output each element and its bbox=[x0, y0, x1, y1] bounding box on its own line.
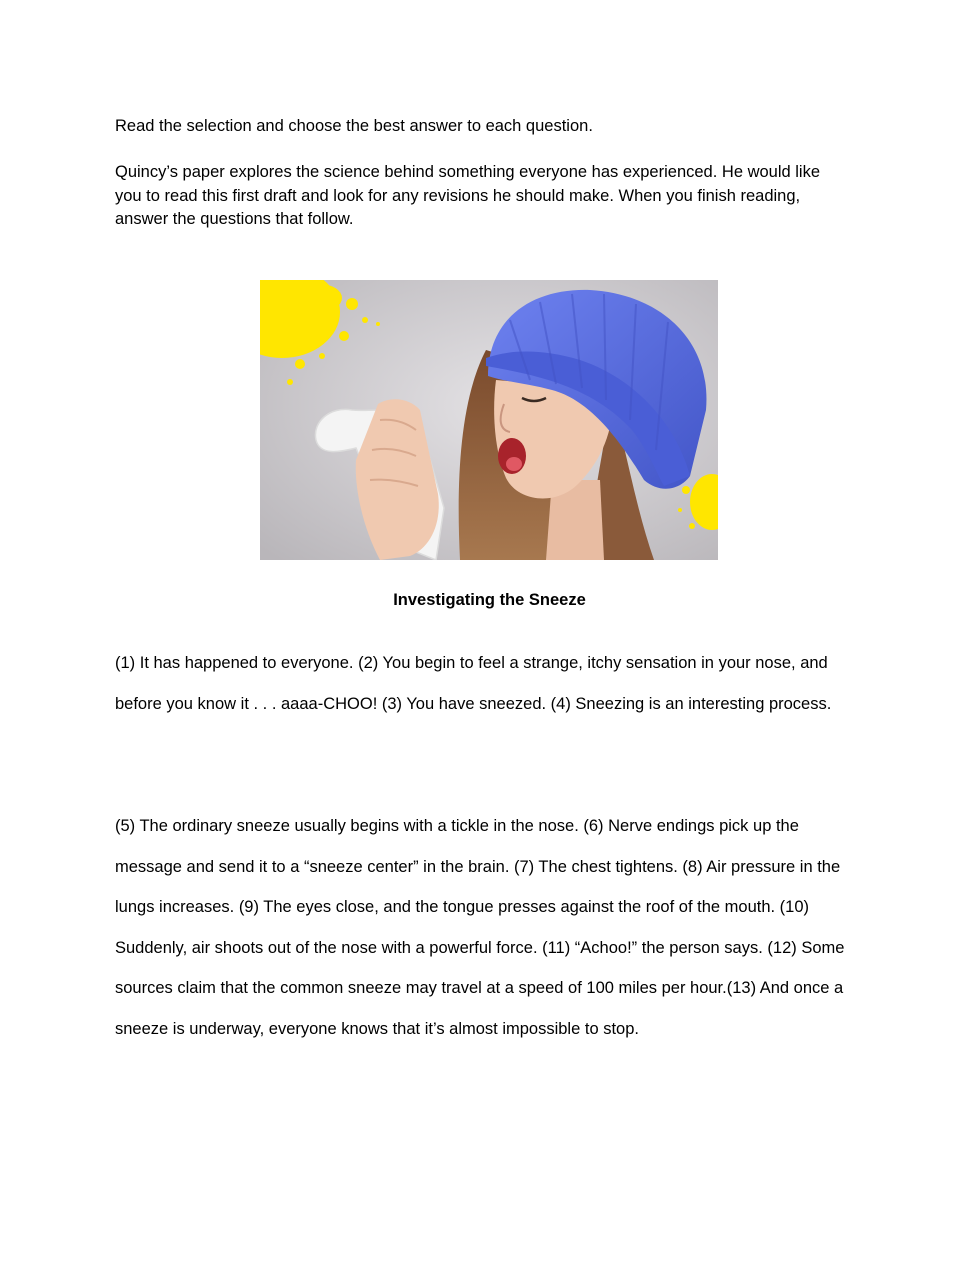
instructions-text: Read the selection and choose the best answer to each question. bbox=[115, 117, 593, 135]
sneezing-girl-image bbox=[260, 280, 718, 560]
sneezing-girl-illustration bbox=[260, 280, 718, 560]
intro-text: Quincy’s paper explores the science behind something everyone has experienced. He would like you to read this first draft and look for any revisions he should make. When you finish reading, answer the questions that follow. bbox=[115, 163, 821, 228]
article-paragraph-2: (5) The ordinary sneeze usually begins with a tickle in the nose. (6) Nerve endings pick up the message and send it to a “sneeze center” in the brain. (7) The chest tightens. (8) Air pressure in the lungs increases. (9) The eyes close, and the tongue presses against the roof of the mouth. (10) Suddenly, air shoots out of the nose with a powerful force. (11) “Achoo!” the person says. (12) Some sources claim that the common sneeze may travel at a speed of 100 miles per hour.(13) And once a sneeze is underway, everyone knows that it’s almost impossible to stop. bbox=[115, 817, 845, 1038]
article-title: Investigating the Sneeze bbox=[393, 591, 586, 609]
article-paragraph-1: (1) It has happened to everyone. (2) You begin to feel a strange, itchy sensation in your nose, and before you know it . . . aaaa-CHOO! (3) You have sneezed. (4) Sneezing is an interesting process. bbox=[115, 654, 832, 713]
